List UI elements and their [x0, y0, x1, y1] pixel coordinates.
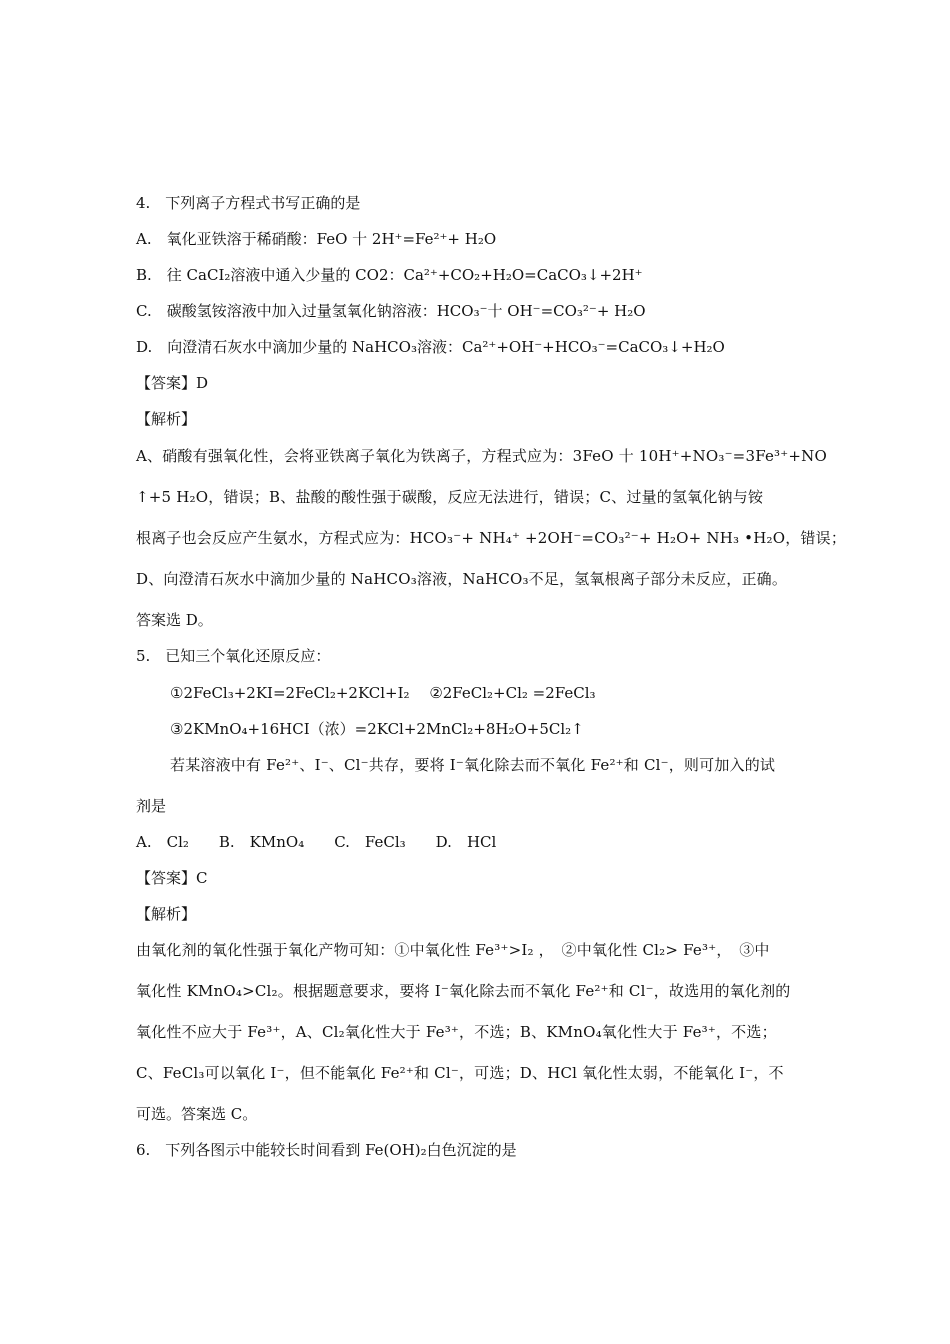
- q4-stem: 4. 下列离子方程式书写正确的是: [136, 194, 361, 212]
- q5-condition: 若某溶液中有 Fe²⁺、I⁻、Cl⁻共存，要将 I⁻氧化除去而不氧化 Fe²⁺和 Cl⁻，则可加入的试: [170, 756, 776, 774]
- q5-analysis-line: 由氧化剂的氧化性强于氧化产物可知：①中氧化性 Fe³⁺>I₂ ， ②中氧化性 Cl₂> Fe³⁺， ③中: [136, 941, 770, 959]
- q4-analysis-line: 答案选 D。: [136, 611, 213, 629]
- q5-analysis-line: 氧化性不应大于 Fe³⁺，A、Cl₂氧化性大于 Fe³⁺，不选；B、KMnO₄氧化性大于 Fe³⁺，不选；: [136, 1023, 777, 1041]
- q5-options: A. Cl₂ B. KMnO₄ C. FeCl₃ D. HCl: [136, 833, 497, 851]
- q4-option-a: A. 氧化亚铁溶于稀硝酸：FeO 十 2H⁺=Fe²⁺+ H₂O: [136, 230, 497, 248]
- q4-analysis-line: D、向澄清石灰水中滴加少量的 NaHCO₃溶液，NaHCO₃不足，氢氧根离子部分未反应，正确。: [136, 570, 788, 588]
- q5-analysis-line: C、FeCl₃可以氧化 I⁻，但不能氧化 Fe²⁺和 Cl⁻，可选；D、HCl 氧化性太弱，不能氧化 I⁻，不: [136, 1064, 784, 1082]
- q4-analysis-title: 【解析】: [136, 410, 197, 428]
- q4-analysis-line: ↑+5 H₂O，错误；B、盐酸的酸性强于碳酸，反应无法进行，错误；C、过量的氢氧化钠与铵: [136, 488, 764, 506]
- q6-stem: 6. 下列各图示中能较长时间看到 Fe(OH)₂白色沉淀的是: [136, 1141, 517, 1159]
- q4-analysis-line: A、硝酸有强氧化性，会将亚铁离子氧化为铁离子，方程式应为：3FeO 十 10H⁺+NO₃⁻=3Fe³⁺+NO: [136, 447, 827, 465]
- q5-condition-cont: 剂是: [136, 797, 167, 815]
- q5-answer: 【答案】C: [136, 869, 208, 887]
- q5-stem: 5. 已知三个氧化还原反应：: [136, 647, 331, 665]
- q4-option-d: D. 向澄清石灰水中滴加少量的 NaHCO₃溶液：Ca²⁺+OH⁻+HCO₃⁻=CaCO₃↓+H₂O: [136, 338, 725, 356]
- q5-analysis-line: 氧化性 KMnO₄>Cl₂。根据题意要求，要将 I⁻氧化除去而不氧化 Fe²⁺和 Cl⁻，故选用的氧化剂的: [136, 982, 791, 1000]
- q4-answer: 【答案】D: [136, 374, 209, 392]
- q5-reaction-1: ①2FeCl₃+2KI=2FeCl₂+2KCl+I₂ ②2FeCl₂+Cl₂ =2FeCl₃: [170, 684, 596, 702]
- q4-analysis-line: 根离子也会反应产生氨水，方程式应为：HCO₃⁻+ NH₄⁺ +2OH⁻=CO₃²⁻+ H₂O+ NH₃ •H₂O，错误；: [136, 529, 847, 547]
- q5-analysis-title: 【解析】: [136, 905, 197, 923]
- q5-reaction-2: ③2KMnO₄+16HCI（浓）=2KCl+2MnCl₂+8H₂O+5Cl₂↑: [170, 720, 584, 738]
- q5-analysis-line: 可选。答案选 C。: [136, 1105, 258, 1123]
- q4-option-c: C. 碳酸氢铵溶液中加入过量氢氧化钠溶液：HCO₃⁻十 OH⁻=CO₃²⁻+ H₂O: [136, 302, 646, 320]
- q4-option-b: B. 往 CaCI₂溶液中通入少量的 CO2：Ca²⁺+CO₂+H₂O=CaCO₃↓+2H⁺: [136, 266, 643, 284]
